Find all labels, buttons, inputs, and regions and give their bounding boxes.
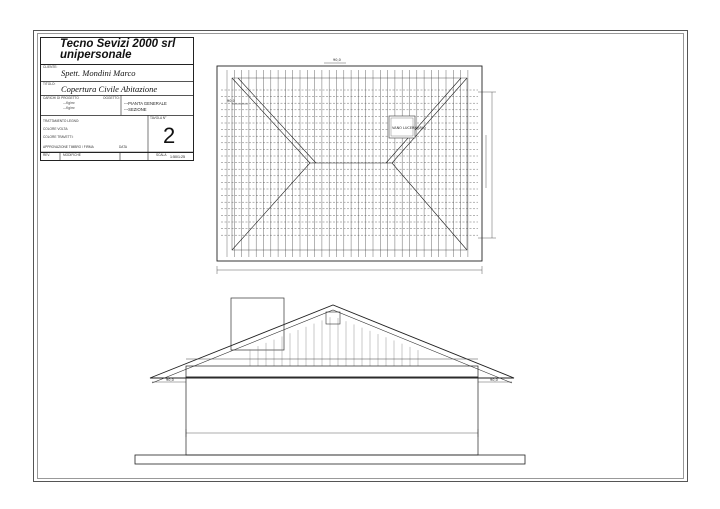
company-line-1: Tecno Sevizi 2000 srl (60, 38, 176, 50)
design-loads-label: CARICHI DI PROGETTO (43, 96, 79, 100)
color-label-2: COLORE TRAVETTI: (43, 135, 74, 139)
mods-label: MODIFICHE (63, 153, 81, 157)
plan-outline (217, 66, 482, 261)
roof-plan (217, 58, 496, 274)
left-hip-parallel (238, 78, 316, 163)
sheet-label: TAVOLA N° (150, 116, 167, 120)
rafters-horizontal (221, 90, 478, 235)
load-accidental: ---Kg/m² (63, 106, 75, 110)
roof-section (135, 298, 525, 464)
sheet-number: 2 (163, 123, 176, 148)
plan-top-overhang-dim: 90,0 (333, 58, 341, 62)
company-line-2: unipersonale (60, 49, 132, 61)
plan-wall-line (232, 78, 467, 250)
load-permanent: ---Kg/m² (63, 101, 75, 105)
content-label: OGGETTO: (103, 96, 120, 100)
scale-label: SCALA (156, 153, 167, 157)
top-beam (186, 366, 478, 377)
date-label: DATA (119, 145, 128, 149)
wall (186, 377, 478, 455)
section-dimension-lines (152, 382, 512, 437)
color-label: COLORE VOLTA: (43, 127, 69, 131)
section-left-overhang-dim: 90,0 (166, 378, 174, 382)
content-item-plan: ---PIANTA GENERALE (124, 101, 167, 106)
treatment-label: TRATTAMENTO LEGNO: (43, 119, 80, 123)
approval-label: APPROVAZIONE TIMBRO / FIRMA (43, 145, 94, 149)
subject-label: TITOLO: (43, 82, 56, 86)
ground-slab (135, 455, 525, 464)
scale-value: 1:50/1:25 (170, 155, 185, 159)
hip-ridges (232, 78, 467, 250)
roof-outline (150, 305, 514, 378)
section-right-overhang-dim: 90,0 (490, 378, 498, 382)
client-name: Spett. Mondini Marco (61, 68, 136, 78)
section-vertical-boards (250, 317, 418, 366)
rev-label: REV. (43, 153, 51, 157)
skylight-label: VANO LUCERNARIO (392, 126, 426, 130)
project-subject: Copertura Civile Abitazione (61, 84, 158, 94)
plan-left-overhang-dim: 90,0 (227, 99, 235, 103)
client-label: CLIENTE: (43, 65, 58, 69)
content-item-section: ---SEZIONE (124, 107, 147, 112)
roof-underside (152, 310, 512, 383)
plan-dimension-lines (217, 63, 496, 274)
right-hip (392, 78, 467, 250)
rafters-vertical (227, 70, 468, 257)
title-block-dividers (40, 95, 194, 161)
